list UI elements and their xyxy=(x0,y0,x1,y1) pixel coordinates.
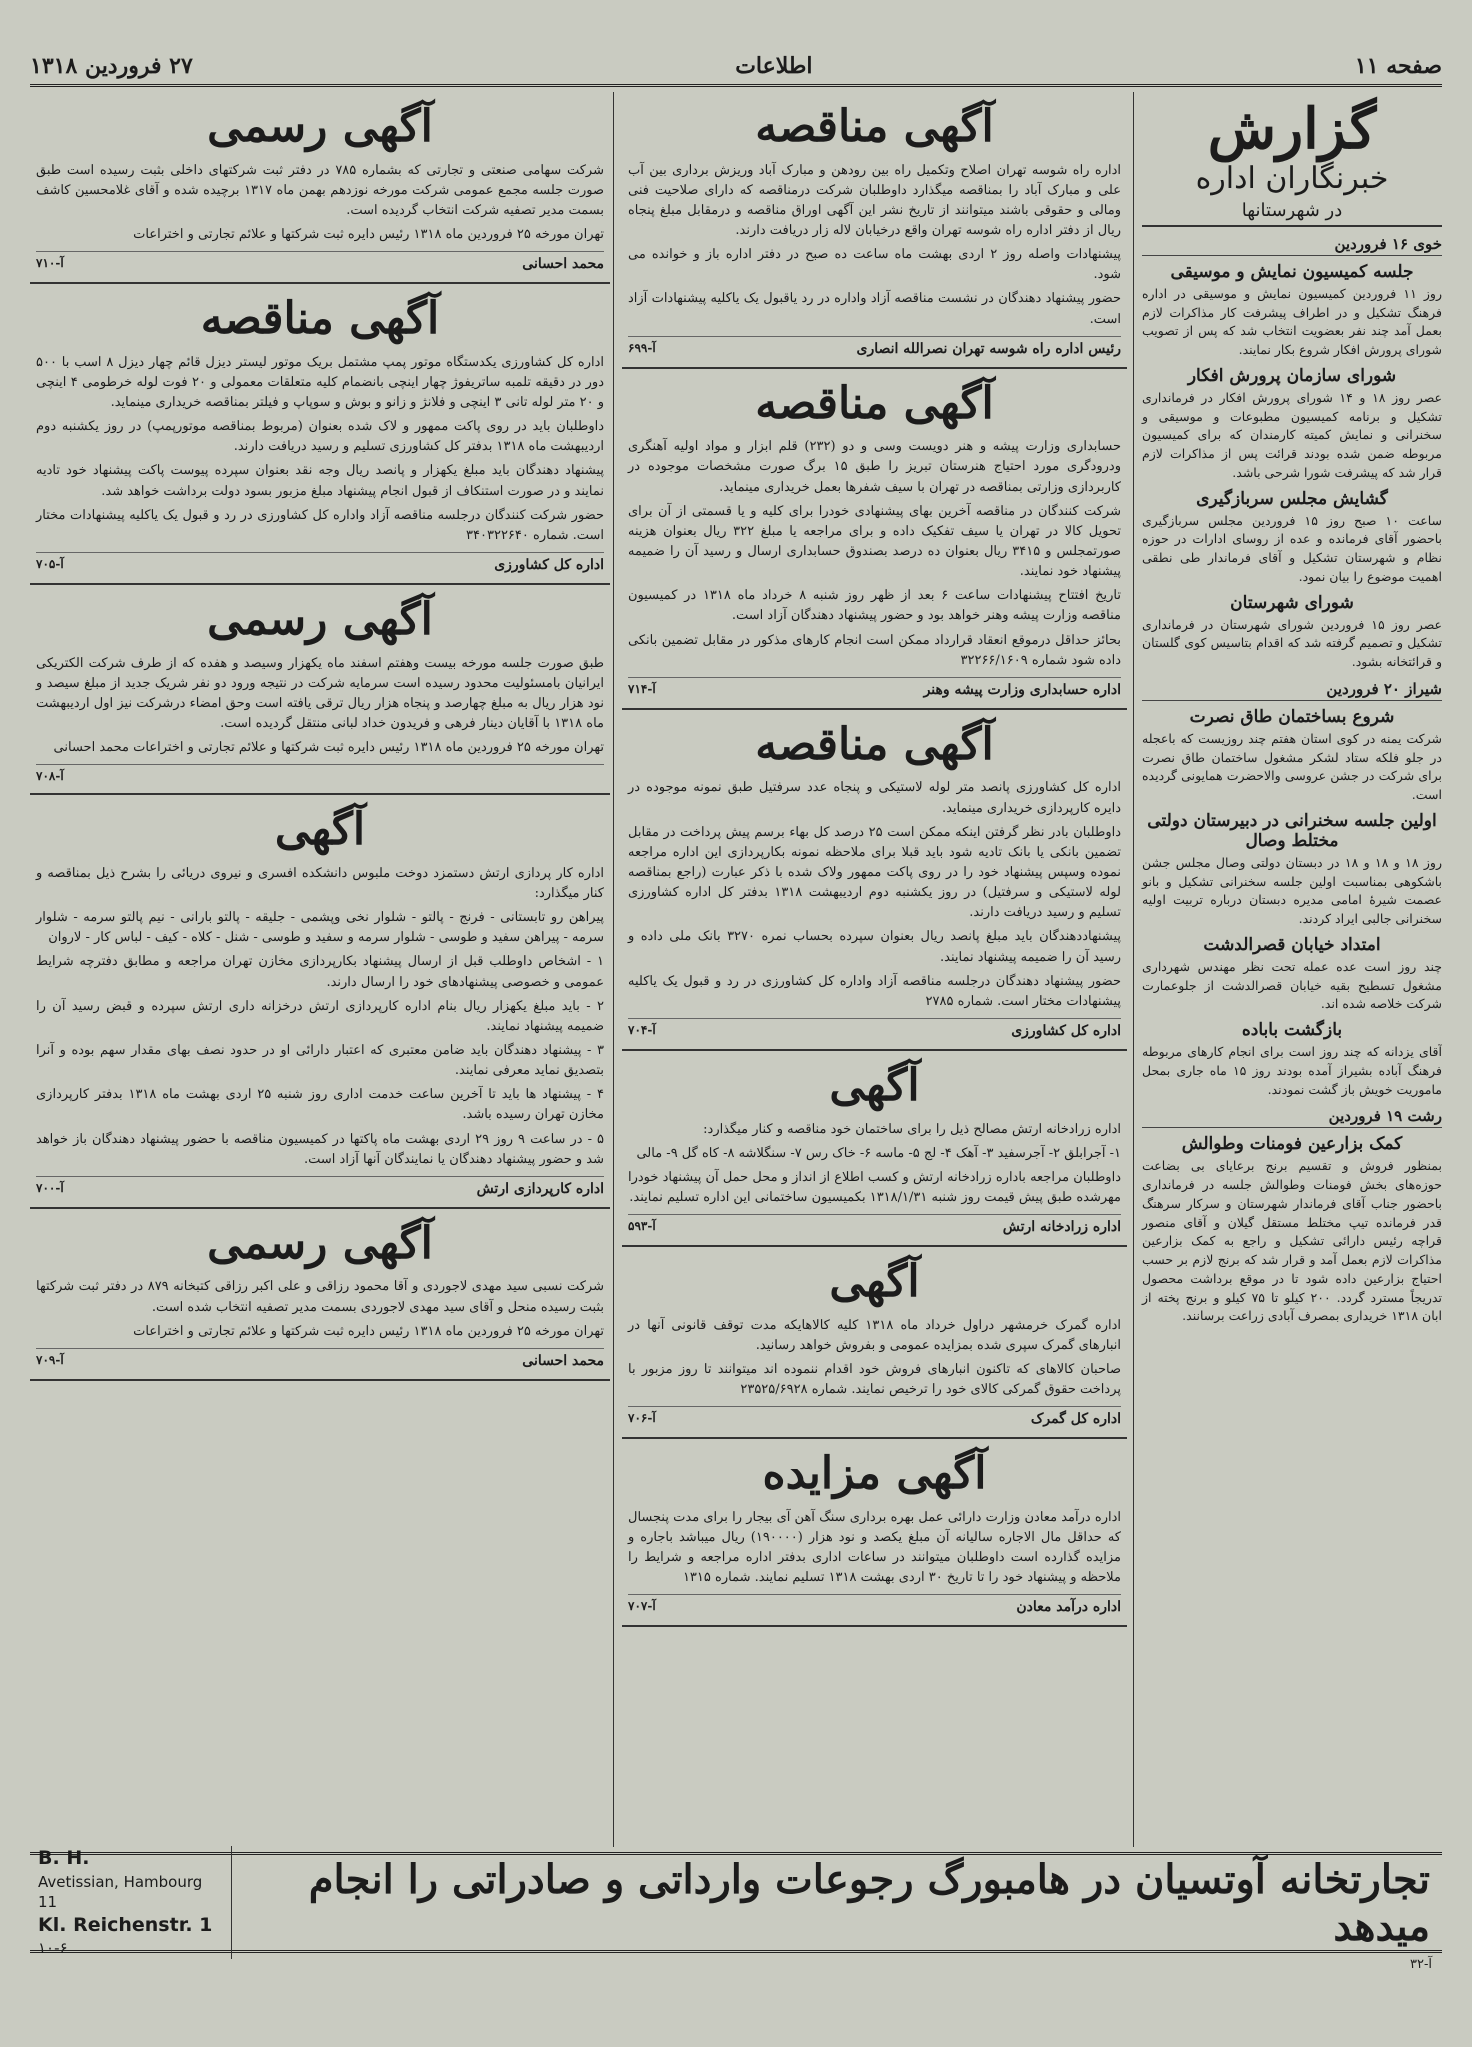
mid-ads xyxy=(622,92,1127,1627)
ad-footer xyxy=(628,336,1121,357)
ad-box xyxy=(622,369,1127,710)
ad-paragraph: حضور پیشنهاد دهندگان در نشست مناقصه آزاد واداره در رد یاقبول یک یاکلیه پیشنهادات آزاد است. xyxy=(628,291,1121,327)
report-column xyxy=(1133,92,1442,1847)
report-heading: جلسه کمیسیون نمایش و موسیقی xyxy=(1170,261,1414,282)
masthead xyxy=(30,48,1442,87)
left-ads-column xyxy=(30,92,610,1847)
report-date: رشت ۱۹ فروردین xyxy=(1142,1105,1442,1128)
ad-code: آ-۷۰۶ xyxy=(628,1411,656,1426)
ad-code: آ-۷۱۰ xyxy=(36,256,64,271)
ad-code: آ-۷۰۰ xyxy=(36,1180,64,1195)
report-subtitle2: در شهرستانها xyxy=(1142,200,1442,227)
ad-signer: اداره کل کشاورزی xyxy=(1011,1023,1121,1039)
ad-paragraph: اداره کار پردازی ارتش دستمزد دوخت ملبوس دانشکده افسری و نیروی دریائی را بشرح ذیل بمناقصه و کنار میگذارد: xyxy=(36,865,604,902)
ad-paragraph: تهران مورخه ۲۵ فروردین ماه ۱۳۱۸ رئیس دایره ثبت شرکتها و علائم تجارتی و اختراعات xyxy=(133,1323,604,1339)
report-heading: بازگشت باباده xyxy=(1241,1020,1343,1041)
report-heading: گشایش مجلس سربازگیری xyxy=(1196,488,1388,509)
ad-box xyxy=(622,1439,1127,1627)
ad-body xyxy=(628,437,1121,671)
ad-code: آ-۶۹۹ xyxy=(628,340,656,355)
ad-body xyxy=(36,1277,604,1341)
ad-box xyxy=(622,92,1127,369)
report-title: گزارش xyxy=(1207,96,1377,162)
ad-paragraph: تهران مورخه ۲۵ فروردین ماه ۱۳۱۸ رئیس دایره ثبت شرکتها و علائم تجارتی و اختراعات محمد احسانی xyxy=(53,740,604,756)
report-text: عصر روز ۱۸ و ۱۴ شورای پرورش افکار در فرمانداری تشکیل و برنامه کمیسیون مطبوعات و موسیقی و سخنرانی و نمایش کمیته کارمندان که برای کمیسیون مربوطه ضمن شده بودند قرائت پس از مذاکرات لازم قرار شد که پیشرفت شورا شرحی باشد. xyxy=(1142,389,1442,480)
ad-paragraph: پیشنهاد دهندگان باید مبلغ یکهزار و پانصد ریال وجه نقد بعنوان سپرده پیوست پاکت پیشنهاد خود تادیه نمایند و در صورت استنکاف از قبول انجام پیشنهاد مبلغ مزبور بسود دولت برداشت خواهد شد. xyxy=(36,463,604,499)
ad-paragraph: ۲ - باید مبلغ یکهزار ریال بنام اداره کارپردازی ارتش درخزانه داری ارتش سپرده و قبض رسید آن را ضمیمه پیشنهاد نمایند. xyxy=(36,998,604,1034)
ad-signer: اداره حسابداری وزارت پیشه وهنر xyxy=(923,681,1121,698)
report-date: خوی ۱۶ فروردین xyxy=(1142,233,1442,256)
report-heading: امتداد خیابان قصرالدشت xyxy=(1203,934,1381,955)
ad-footer xyxy=(628,1214,1121,1235)
ad-paragraph: اداره زرادخانه ارتش مصالح ذیل را برای ساختمان خود مناقصه و کنار میگذارد: xyxy=(703,1121,1121,1137)
ad-paragraph: شرکت سهامی صنعتی و تجارتی که بشماره ۷۸۵ در دفتر ثبت شرکتهای داخلی بثبت رسیده است طبق صورت جلسه مجمع عمومی شرکت مورخه نوزدهم بهمن ماه ۱۳۱۷ برچیده شده و آقای غلامحسین کاشف بسمت مدیر تصفیه شرکت انتخاب گردیده است. xyxy=(36,162,605,218)
paper-name: اطلاعات xyxy=(735,53,813,79)
ad-paragraph: ۴ - پیشنهاد ها باید تا آخرین ساعت خدمت اداری روز شنبه ۲۵ اردی بهشت ماه ۱۳۱۸ بدفتر کارپردازی مخازن تهران رسیده باشد. xyxy=(36,1087,604,1123)
issue-date: ۲۷ فروردین ۱۳۱۸ xyxy=(30,53,193,79)
ad-body xyxy=(628,778,1121,1012)
ad-body xyxy=(36,654,604,759)
ad-paragraph: بحائز حداقل درموقع انعقاد قرارداد ممکن است انجام کارهای مذکور در مقابل تضمین بانکی داده شود شماره ۳۲۲۶۶/۱۶۰۹ xyxy=(628,632,1121,668)
ad-paragraph: ۳ - پیشنهاد دهندگان باید ضامن معتبری که اعتبار دارائی او در حدود نصف بهای مقدار سهم بوده و آنرا بتصدیق نماید معرفی نمایند. xyxy=(36,1043,604,1079)
ad-box xyxy=(30,795,610,1209)
ad-paragraph: شرکت نسبی سید مهدی لاجوردی و آقا محمود رزاقی و علی اکبر رزاقی کتبخانه ۸۷۹ در دفتر ثبت شرکتها بثبت رسیده منحل و آقای سید مهدی لاجوردی بسمت مدیر تصفیه انتخاب شده است. xyxy=(36,1279,604,1315)
banner-address xyxy=(30,1846,232,1958)
report-text: بمنظور فروش و تقسیم برنج برعایای بی بضاعت حوزه‌های بخش فومنات وطوالش جلسه در فرمانداری باحضور جناب آقای فرماندار شهرستان و سرکار سرهنگ قدر فرمانده تیپ مختلط مستقل گیلان و آقای منصور قراچه رئیس دارائی تشکیل و راجع به کمک بزارعین مذاکرات لازم بعمل آمد و قرار شد که برنج لازم بر حسب احتیاج بزارعین داده شود تا در موقع برداشت محصول تدریجاً مسترد گردد. ۲۰۰ کیلو تا ۷۵ کیلو و برنج پخته از ابان ۱۳۱۸ خریداری بمصرف آبادی زراعت برسانند. xyxy=(1142,1158,1442,1324)
ad-paragraph: ۱ - اشخاص داوطلب قبل از ارسال پیشنهاد بکارپردازی مخازن تهران مراجعه و مطابق دفترچه شرایط عمومی و خصوصی پیشنهادهای خود را ارسال دارند. xyxy=(36,954,604,990)
banner-addr-line3: Kl. Reichenstr. 1 xyxy=(38,1913,213,1936)
ad-code: آ-۷۱۴ xyxy=(628,681,656,696)
ad-signer: رئیس اداره راه شوسه تهران نصرالله انصاری xyxy=(856,340,1121,357)
ad-body xyxy=(628,1316,1121,1401)
report-heading: شورای شهرستان xyxy=(1230,592,1354,613)
ad-title: آگهی مناقصه xyxy=(755,101,994,152)
report-date: شیراز ۲۰ فروردین xyxy=(1142,678,1442,701)
ad-code: آ-۷۰۵ xyxy=(36,557,64,572)
report-sections xyxy=(1142,233,1442,1326)
ad-body xyxy=(628,1508,1121,1589)
banner-addr-line1: B. H. xyxy=(38,1847,90,1870)
ad-footer xyxy=(36,1348,604,1369)
page-label: صفحه ۱۱ xyxy=(1354,53,1442,79)
ad-signer: اداره کارپردازی ارتش xyxy=(476,1180,604,1197)
ad-paragraph: اداره راه شوسه تهران اصلاح وتکمیل راه بین رودهن و مبارک آباد وریزش برداری بین آب علی و مبارک آباد را بمناقصه میگذارد داوطلبان شرکت درمناقصه که دارای صلاحیت فنی ومالی و حقوقی باشند میتوانند از تاریخ نشر این آگهی اوراق مناقصه و درمقابل مبلغ پنجاه ریال از دفتر اداره راه شوسه تهران واقع درخیابان لاله زار دریافت دارند. xyxy=(628,162,1121,239)
ad-paragraph: داوطلبان مراجعه باداره زرادخانه ارتش و کسب اطلاع از انداز و محل حمل آن پیشنهاد خودرا مهرشده طبق پیش قیمت روز شنبه ۱۳۱۸/۱/۳۱ بکمیسیون ساختمانی این اداره تسلیم نمایند. xyxy=(628,1169,1121,1206)
banner-text: تجارتخانه آوتسیان در هامبورگ رجوعات وارداتی و صادراتی را انجام میدهد xyxy=(308,1855,1430,1950)
ad-signer: محمد احسانی xyxy=(522,256,604,273)
ad-paragraph: حضور پیشنهاد دهندگان درجلسه مناقصه آزاد واداره کل کشاورزی در رد و قبول یک یاکلیه پیشنهادات مختار است. شماره ۲۷۸۵ xyxy=(628,973,1121,1009)
ad-code: آ-۷۰۸ xyxy=(36,769,64,784)
ad-body xyxy=(36,353,604,546)
ad-box xyxy=(622,1051,1127,1247)
ad-box xyxy=(30,585,610,795)
ad-footer xyxy=(36,251,604,272)
ad-paragraph: داوطلبان باید در روی پاکت ممهور و لاک شده بعنوان (مربوط بمناقصه موتورپمپ) در روز یکشنبه دوم اردیبهشت ماه ۱۳۱۸ بدفتر کل کشاورزی تسلیم و رسید دریافت دارند. xyxy=(36,419,604,455)
middle-ads-column xyxy=(613,92,1127,1847)
left-ads xyxy=(30,92,610,1381)
ad-footer xyxy=(628,1018,1121,1039)
ad-body xyxy=(36,161,604,246)
report-text: ساعت ۱۰ صبح روز ۱۵ فروردین مجلس سربازگیری باحضور آقای فرمانده و عده از روسای ادارات در حوزه نظام و شهرستان تشکیل و آقای فرماندار طی نطقی اهمیت موضوع را بیان نمود. xyxy=(1142,512,1442,584)
ad-box xyxy=(30,1209,610,1381)
ad-code: آ-۵۹۳ xyxy=(628,1219,656,1234)
banner-code-left: ۱۰-۶ xyxy=(38,1939,68,1958)
ad-signer: اداره درآمد معادن xyxy=(1016,1599,1121,1616)
ad-footer xyxy=(628,677,1121,698)
ad-title: آگهی رسمی xyxy=(207,101,433,152)
ad-title: آگهی مزایده xyxy=(762,1448,987,1500)
ad-code: آ-۷۰۷ xyxy=(628,1599,656,1614)
ad-paragraph: داوطلبان بادر نظر گرفتن اینکه ممکن است ۲۵ درصد کل بهاء برسم پیش پرداخت در مقابل تضمین بانکی یا بانک تادیه شود باید قبلا برای ملاحظه نمونه بکارپردازی این اداره مراجعه نموده وسپس پیشنهاد خود را در روی پاکت ممهور ولاک شده با ذکر عبارت (راجع بمناقصه لوله لاستیکی و سرفتیل) در روز یکشنبه دوم اردیبهشت ۱۳۱۸ بدفتر کل اداره کشاورزی تسلیم و رسید دریافت دارند. xyxy=(628,824,1121,921)
ad-title: آگهی رسمی xyxy=(207,1217,433,1269)
report-heading: شروع بساختمان طاق نصرت xyxy=(1189,706,1395,727)
ad-body xyxy=(36,864,604,1170)
ad-paragraph: پیشنهادات واصله روز ۲ اردی بهشت ماه ساعت ده صبح در دفتر اداره باز و خوانده می شود. xyxy=(628,247,1121,283)
ad-title: آگهی xyxy=(274,804,366,856)
ad-paragraph: حسابداری وزارت پیشه و هنر دویست وسی و دو (۲۳۲) قلم ابزار و مواد اولیه آهنگری ودرودگری مورد احتیاج هنرستان تبریز را طبق ۱۵ برگ صورت مشخصات موجوده در کاربردازی وزارتی بمناقصه در تهران با سیف شفرها بعمل خریداری مینماید. xyxy=(628,439,1121,495)
ad-signer: اداره زرادخانه ارتش xyxy=(1002,1219,1121,1236)
banner-code-right: آ-۳۲ xyxy=(1410,1957,1432,1972)
ad-paragraph: طبق صورت جلسه مورخه بیست وهفتم اسفند ماه یکهزار وسیصد و هفده که از طرف شرکت الکتریکی ایرانیان بامسئولیت محدود رسیده است سرمایه شرکت در نتیجه ورود دو نفر شریک جدید از مبلغ سیصد و نود هزار ریال به مبلغ چهارصد و پنجاه هزار ریال ترقی یافته است وحق امضاء درشرکت نیز اول اردیبهشت ماه ۱۳۱۸ با آقایان دینار فرهی و فریدون خداد لبانی منتقل گردیده است. xyxy=(36,655,604,732)
ad-title: آگهی رسمی xyxy=(207,594,433,646)
ad-title: آگهی مناقصه xyxy=(755,718,994,770)
ad-paragraph: تاریخ افتتاح پیشنهادات ساعت ۶ بعد از ظهر روز شنبه ۸ خرداد ماه ۱۳۱۸ در کمیسیون مناقصه وزارت پیشه وهنر خواهد بود و حضور پیشنهاد دهندگان آزاد است. xyxy=(628,588,1121,624)
ad-box xyxy=(30,284,610,585)
ad-title: آگهی مناقصه xyxy=(755,377,994,429)
report-heading: کمک بزارعین فومنات وطوالش xyxy=(1181,1134,1403,1155)
report-subtitle: خبرنگاران اداره xyxy=(1195,160,1389,196)
report-text: روز ۱۱ فروردین کمیسیون نمایش و موسیقی در اداره فرهنگ تشکیل و در اطراف پیشرفت کار مذاکرات لازم بعمل آمد چند نفر بعضویت انتخاب شد که پس از تصویب شورای پرورش افکار شروع بکار نمایند. xyxy=(1142,285,1442,358)
ad-paragraph: ۵ - در ساعت ۹ روز ۲۹ اردی بهشت ماه پاکتها در کمیسیون مناقصه با حضور پیشنهاد دهندگان باز خواهد شد و حضور پیشنهاد دهندگان یا نمایندگان آنها آزاد است. xyxy=(36,1131,604,1167)
ad-paragraph: اداره درآمد معادن وزارت دارائی عمل بهره برداری سنگ آهن آی بیجار را برای مدت پنجسال که حداقل مال الاجاره سالیانه آن مبلغ یکصد و نود هزار (۱۹۰۰۰۰) ریال میباشد باجاره و مزایده گذارده است داوطلبان میتوانند در ساعات اداری بدفتر اداره مراجعه و شرایط را ملاحظه و پیشنهاد خود را تا تاریخ ۳۰ اردی بهشت ۱۳۱۸ تسلیم نمایند. شماره ۱۳۱۵ xyxy=(628,1509,1121,1586)
ad-title: آگهی مناقصه xyxy=(200,293,440,345)
report-text: شرکت یمنه در کوی استان هفتم چند روزیست که باعجله در جلو فلکه ستاد لشکر مشغول ساختمان طاق نصرت برای شرکت در جشن عروسی والاحضرت همایونی گردیده است. xyxy=(1142,730,1442,803)
ad-footer xyxy=(628,1406,1121,1427)
ad-paragraph: شرکت کنندگان در مناقصه آخرین بهای پیشنهادی خودرا برای کلیه و یا قسمتی از آن برای تحویل کالا در تهران یا سیف تفکیک داده و برای مراجعه یا مبلغ ۳۲۲ ریال بعنوان هزینه صورتمجلس و ۳۴۱۵ ریال بعنوان ده درصد بصندوق حسابداری ارسال و رسید آن را ضمیمه پیشنهاد خود نمایند. xyxy=(628,503,1121,580)
report-text: آقای یزدانه که چند روز است برای انجام کارهای مربوطه فرهنگ آباده بشیراز آمده بودند روز ۱۵ ماه جاری بمحل ماموریت خویش باز گشت نمودند. xyxy=(1142,1044,1442,1097)
advert-banner xyxy=(30,1847,1442,1972)
report-text: عصر روز ۱۵ فروردین شورای شهرستان در فرمانداری تشکیل و تصمیم گرفته شد که اقدام بتاسیس کوی گلستان و قرائتخانه بشود. xyxy=(1142,616,1442,670)
ad-footer xyxy=(36,764,604,783)
ad-title: آگهی xyxy=(829,1060,920,1111)
ad-paragraph: اداره کل کشاورزی پانصد متر لوله لاستیکی و پنجاه عدد سرفتیل طبق نمونه موجوده در دایره کارپردازی خریداری مینماید. xyxy=(628,780,1121,816)
ad-paragraph: پیراهن رو تابستانی - فرنج - پالتو - شلوار نخی وپشمی - جلیقه - پالتو بارانی - نیم پالتو سرمه - شلوار سرمه - پیراهن سفید و طوسی - شلوار سرمه و سفید و طوسی - شنل - کلاه - کیف - لباس کار - لاروان xyxy=(36,910,604,946)
ad-title: آگهی xyxy=(829,1256,920,1308)
report-text: چند روز است عده عمله تحت نظر مهندس شهرداری مشغول تسطیح بقیه خیابان قصرالدشت از جلوعمارت شرکت خلاصه شده اند. xyxy=(1142,958,1442,1012)
ad-code: آ-۷۰۹ xyxy=(36,1352,64,1367)
report-heading: اولین جلسه سخنرانی در دبیرستان دولتی مختلط وصال xyxy=(1147,810,1437,851)
ad-box xyxy=(30,92,610,284)
banner-addr-line2: Avetissian, Hambourg 11 xyxy=(38,1873,203,1912)
ad-footer xyxy=(36,1176,604,1197)
ad-body xyxy=(628,161,1121,330)
ad-footer xyxy=(36,552,604,573)
ad-footer xyxy=(628,1594,1121,1615)
ad-paragraph: ۱- آجرابلق ۲- آجرسفید ۳- آهک ۴- لج ۵- ماسه ۶- خاک رس ۷- سنگلاشه ۸- کاه گل ۹- مالی xyxy=(636,1145,1121,1161)
ad-paragraph: اداره گمرک خرمشهر دراول خرداد ماه ۱۳۱۸ کلیه کالاهایکه مدت توقف قانونی آنها در انبارهای گمرک سپری شده بمزایده عمومی و بفروش خواهد رسانید. xyxy=(628,1317,1121,1353)
ad-box xyxy=(622,710,1127,1051)
ad-signer: محمد احسانی xyxy=(522,1352,604,1369)
report-text: روز ۱۸ و ۱۸ و ۱۸ در دبستان دولتی وصال مجلس جشن باشکوهی بمناسبت اولین جلسه سخنرانی تشکیل و بانو عصمت شیرهٔ امامی مدیره دبستان درباره تربیت اولیه سخنرانی جالبی ایراد کردند. xyxy=(1142,854,1442,927)
ad-box xyxy=(622,1247,1127,1439)
ad-body xyxy=(628,1120,1121,1209)
ad-signer: اداره کل کشاورزی xyxy=(494,557,604,574)
ad-paragraph: پیشنهاددهندگان باید مبلغ پانصد ریال بعنوان سپرده بحساب نمره ۳۲۷۰ بانک ملی داده و رسید آن را ضمیمه پیشنهاد نمایند. xyxy=(628,929,1121,965)
ad-code: آ-۷۰۴ xyxy=(628,1023,656,1037)
ad-paragraph: اداره کل کشاورزی یکدستگاه موتور پمپ مشتمل بریک موتور لیستر دیزل قائم چهار دیزل ۸ اسب با ۵۰۰ دور در دقیقه تلمبه ساتریفوژ چهار اینچی بانضمام کلیه متعلقات معمولی و ۲۰ فوت لوله خرطومی ۴ اینچی و ۲۰ متر لوله تانی ۳ اینچی و فلانژ و زانو و بوش و سوپاپ و فیلتر بمناقصه خریداری مینماید. xyxy=(36,354,604,411)
ad-signer: اداره کل گمرک xyxy=(1030,1411,1121,1428)
ad-paragraph: تهران مورخه ۲۵ فروردین ماه ۱۳۱۸ رئیس دایره ثبت شرکتها و علائم تجارتی و اختراعات xyxy=(133,227,604,243)
ad-paragraph: حضور شرکت کنندگان درجلسه مناقصه آزاد واداره کل کشاورزی در رد و قبول یک یاکلیه پیشنهادات مختار است. شماره ۳۴۰۳۲۲۶۴۰ xyxy=(36,507,604,543)
report-heading: شورای سازمان پرورش افکار xyxy=(1187,365,1397,386)
ad-paragraph: صاحبان کالاهای که تاکنون انبارهای فروش خود اقدام ننموده اند میتوانند تا روز مزبور با پرداخت حقوق گمرکی کالای خود را ترخیص نمایند. شماره ۲۳۵۲۵/۶۹۲۸ xyxy=(628,1362,1121,1398)
